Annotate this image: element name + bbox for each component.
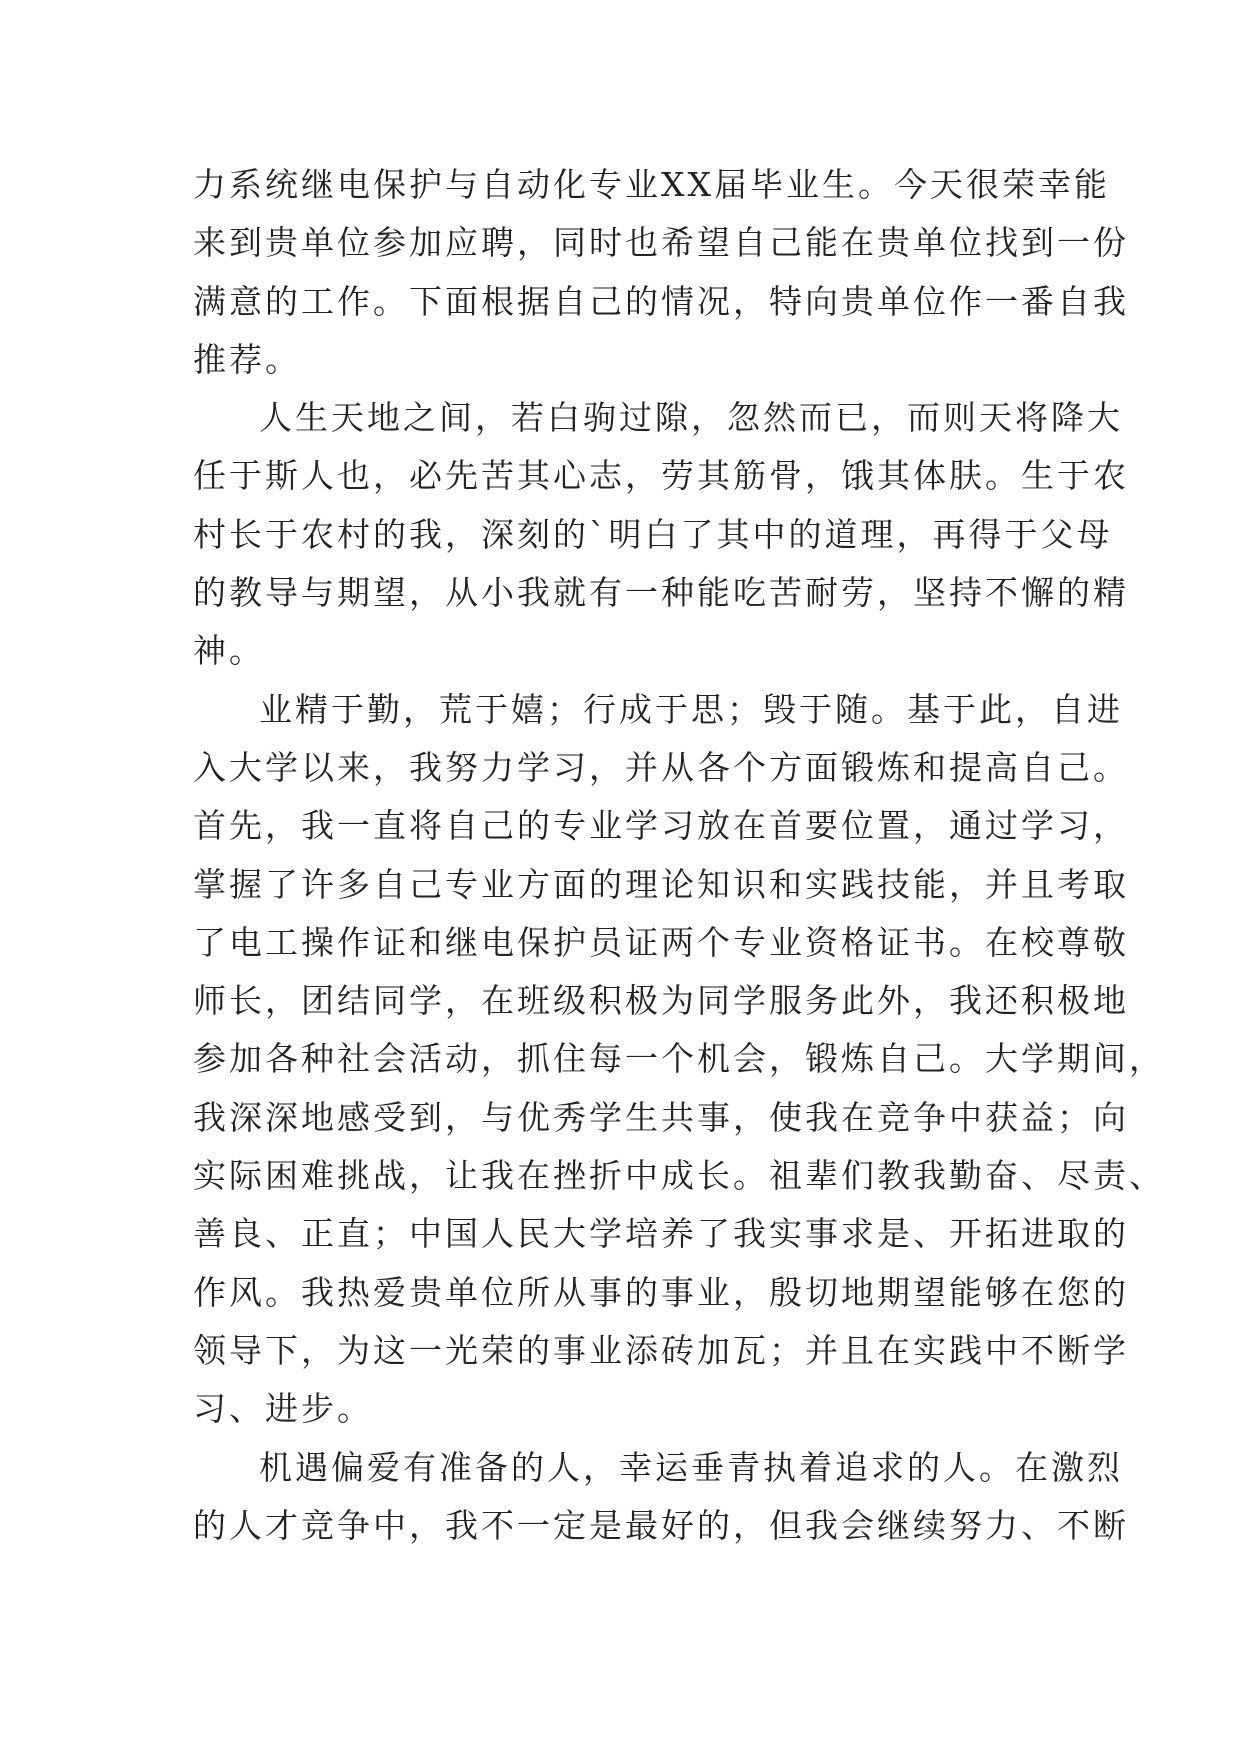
text-line: 力系统继电保护与自动化专业XX届毕业生。今天很荣幸能 (193, 165, 1110, 204)
text-line: 习、进步。 (193, 1389, 373, 1429)
text-line: 实际困难挑战，让我在挫折中成长。祖辈们教我勤奋、尽责、 (193, 1156, 1165, 1196)
text-line: 推荐。 (193, 339, 301, 379)
text-line: 的人才竞争中，我不一定是最好的，但我会继续努力、不断 (193, 1505, 1129, 1545)
text-line: 了电工操作证和继电保护员证两个专业资格证书。在校尊敬 (193, 922, 1129, 962)
text-line: 神。 (193, 631, 265, 671)
text-line: 作风。我热爱贵单位所从事的事业，殷切地期望能够在您的 (193, 1272, 1129, 1312)
text-line: 的教导与期望，从小我就有一种能吃苦耐劳，坚持不懈的精 (193, 573, 1129, 613)
text-line: 满意的工作。下面根据自己的情况，特向贵单位作一番自我 (193, 281, 1129, 321)
paragraph-first-line: 机遇偏爱有准备的人，幸运垂青执着追求的人。在激烈 (259, 1447, 1123, 1487)
text-line: 我深深地感受到，与优秀学生共事，使我在竞争中获益；向 (193, 1097, 1129, 1137)
text-line: 参加各种社会活动，抓住每一个机会，锻炼自己。大学期间， (193, 1039, 1165, 1079)
paragraph-first-line: 人生天地之间，若白驹过隙，忽然而已，而则天将降大 (259, 398, 1123, 438)
text-line: 任于斯人也，必先苦其心志，劳其筋骨，饿其体肤。生于农 (193, 456, 1129, 496)
text-line: 村长于农村的我，深刻的`明白了其中的道理，再得于父母 (193, 514, 1113, 554)
text-line: 善良、正直；中国人民大学培养了我实事求是、开拓进取的 (193, 1214, 1129, 1254)
body-text (193, 156, 1165, 1555)
text-line: 掌握了许多自己专业方面的理论知识和实践技能，并且考取 (193, 864, 1129, 904)
text-line: 师长，团结同学，在班级积极为同学服务此外，我还积极地 (193, 981, 1129, 1021)
text-line: 领导下，为这一光荣的事业添砖加瓦；并且在实践中不断学 (193, 1330, 1129, 1370)
text-line: 入大学以来，我努力学习，并从各个方面锻炼和提高自己。 (193, 747, 1129, 787)
text-line: 首先，我一直将自己的专业学习放在首要位置，通过学习， (193, 806, 1129, 846)
paragraph-first-line: 业精于勤，荒于嬉；行成于思；毁于随。基于此，自进 (259, 689, 1123, 729)
text-line: 来到贵单位参加应聘，同时也希望自己能在贵单位找到一份 (193, 223, 1129, 263)
